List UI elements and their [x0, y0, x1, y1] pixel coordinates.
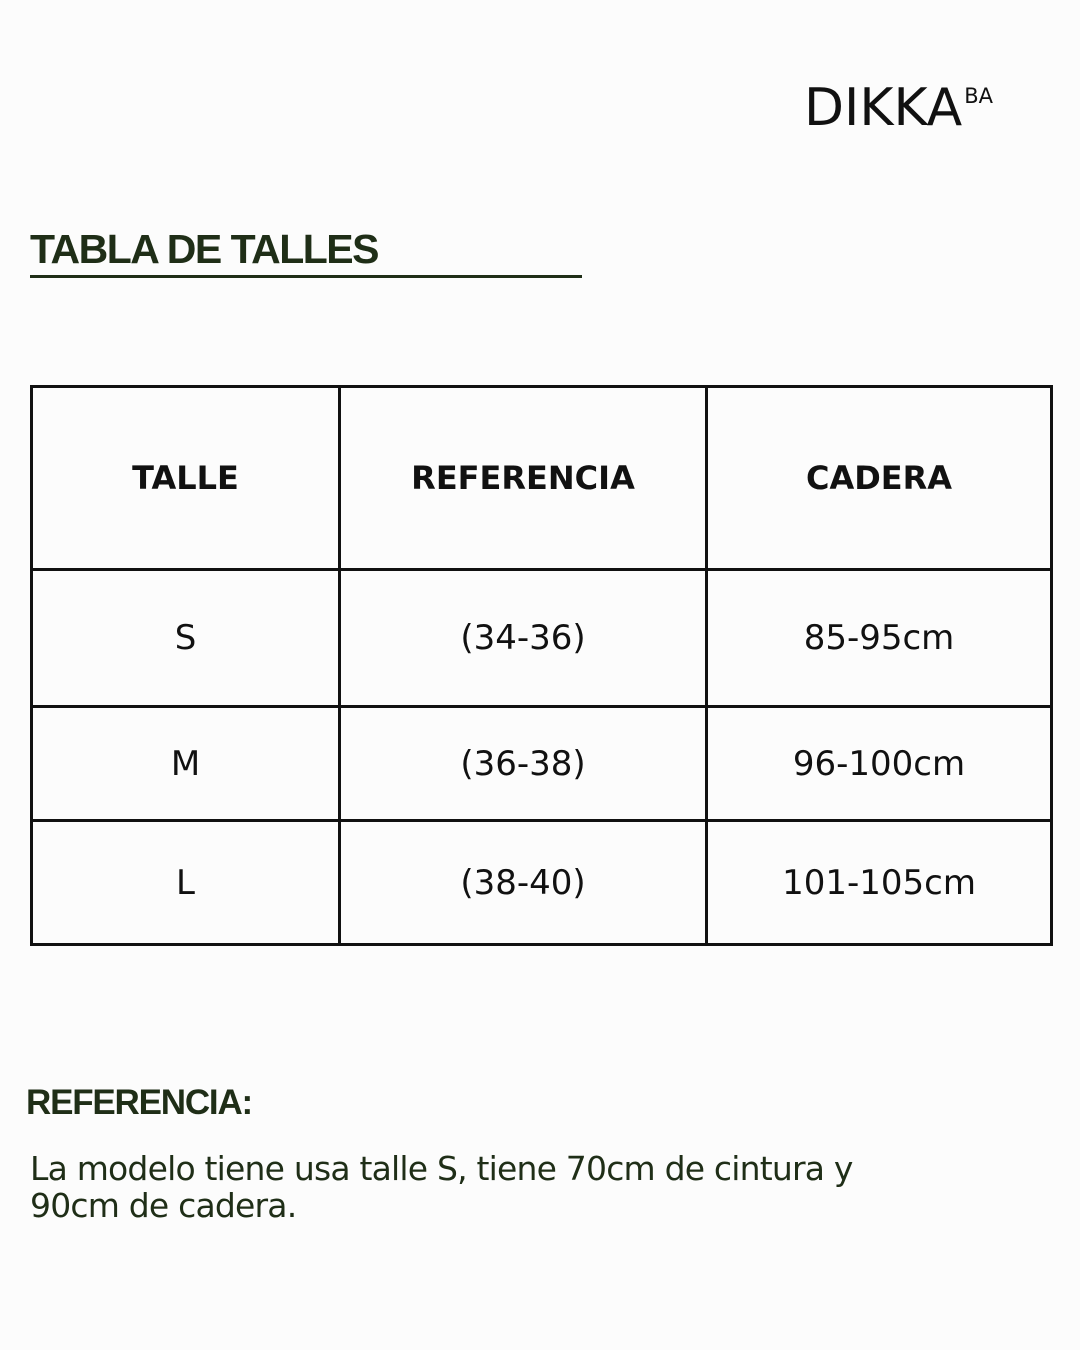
table-row	[32, 821, 1052, 945]
note-heading: REFERENCIA:	[26, 1083, 252, 1122]
table-row	[32, 707, 1052, 821]
note-body	[30, 1150, 930, 1224]
cell-talle: S	[32, 570, 340, 707]
cell-cadera: 85-95cm	[707, 570, 1052, 707]
cell-talle: L	[32, 821, 340, 945]
cell-cadera: 96-100cm	[707, 707, 1052, 821]
header-cadera: CADERA	[707, 387, 1052, 570]
brand-superscript: BA	[964, 84, 994, 108]
note-line: La modelo tiene usa talle S, tiene 70cm de cintura y	[30, 1149, 853, 1188]
cell-cadera: 101-105cm	[707, 821, 1052, 945]
brand-name: DIKKA	[804, 78, 963, 138]
table-header-row	[32, 387, 1052, 570]
cell-referencia: (38-40)	[340, 821, 707, 945]
cell-talle: M	[32, 707, 340, 821]
table-row	[32, 570, 1052, 707]
title-underline	[30, 275, 582, 278]
size-table	[30, 385, 1053, 946]
note-line: 90cm de cadera.	[30, 1186, 297, 1225]
cell-referencia: (36-38)	[340, 707, 707, 821]
cell-referencia: (34-36)	[340, 570, 707, 707]
page-title: TABLA DE TALLES	[30, 226, 378, 272]
header-talle: TALLE	[32, 387, 340, 570]
header-referencia: REFERENCIA	[340, 387, 707, 570]
brand-logo	[804, 78, 994, 138]
